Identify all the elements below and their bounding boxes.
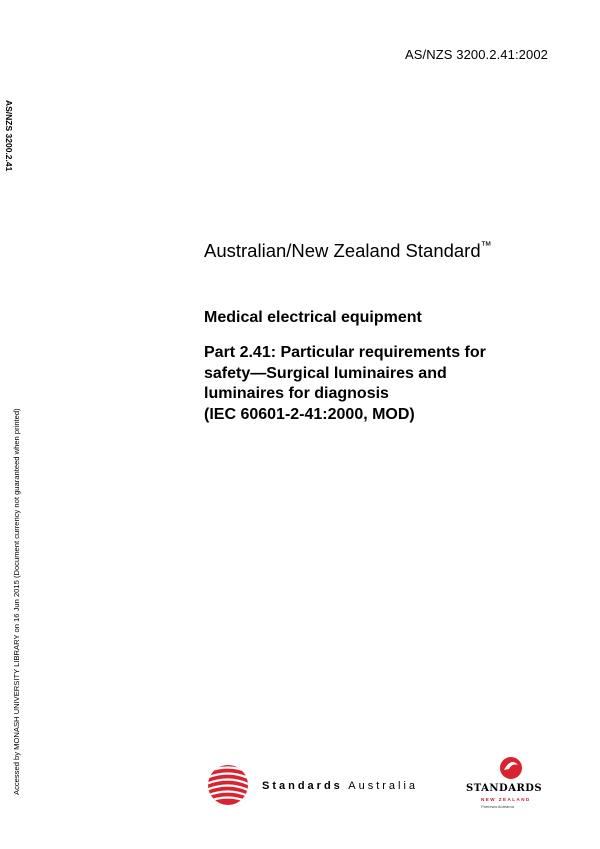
standards-nz-wordmark: STANDARDS <box>466 783 543 794</box>
standard-type-text: Australian/New Zealand Standard <box>204 240 481 261</box>
document-title: Medical electrical equipment <box>204 309 422 326</box>
part-line: Part 2.41: Particular requirements for <box>204 344 486 361</box>
standards-australia-bold: Standards <box>262 780 343 792</box>
standards-australia-wordmark <box>262 780 418 792</box>
side-access-note: Accessed by MONASH UNIVERSITY LIBRARY on 16 Jun 2015 (Document currency not guaranteed when printed) <box>12 408 21 795</box>
side-standard-code: AS/NZS 3200.2.41 <box>4 100 14 172</box>
part-line: (IEC 60601-2-41:2000, MOD) <box>204 405 415 423</box>
part-line: safety—Surgical luminaires and <box>204 364 447 382</box>
standards-australia-logo <box>200 755 460 815</box>
trademark-symbol: ™ <box>480 240 492 252</box>
part-title <box>204 343 574 425</box>
main-content <box>204 240 574 425</box>
standards-nz-emblem-icon <box>496 755 526 781</box>
document-number: AS/NZS 3200.2.41:2002 <box>404 47 548 62</box>
part-line: luminaires for diagnosis <box>204 385 389 402</box>
standards-nz-subtitle: NEW ZEALAND <box>481 797 531 802</box>
standards-australia-light: Australia <box>348 780 419 792</box>
standards-nz-tagline: Paerewa Aotearoa <box>481 804 514 809</box>
standards-nz-logo <box>462 755 554 815</box>
standards-australia-globe-icon <box>200 755 256 815</box>
standard-type <box>204 240 574 262</box>
